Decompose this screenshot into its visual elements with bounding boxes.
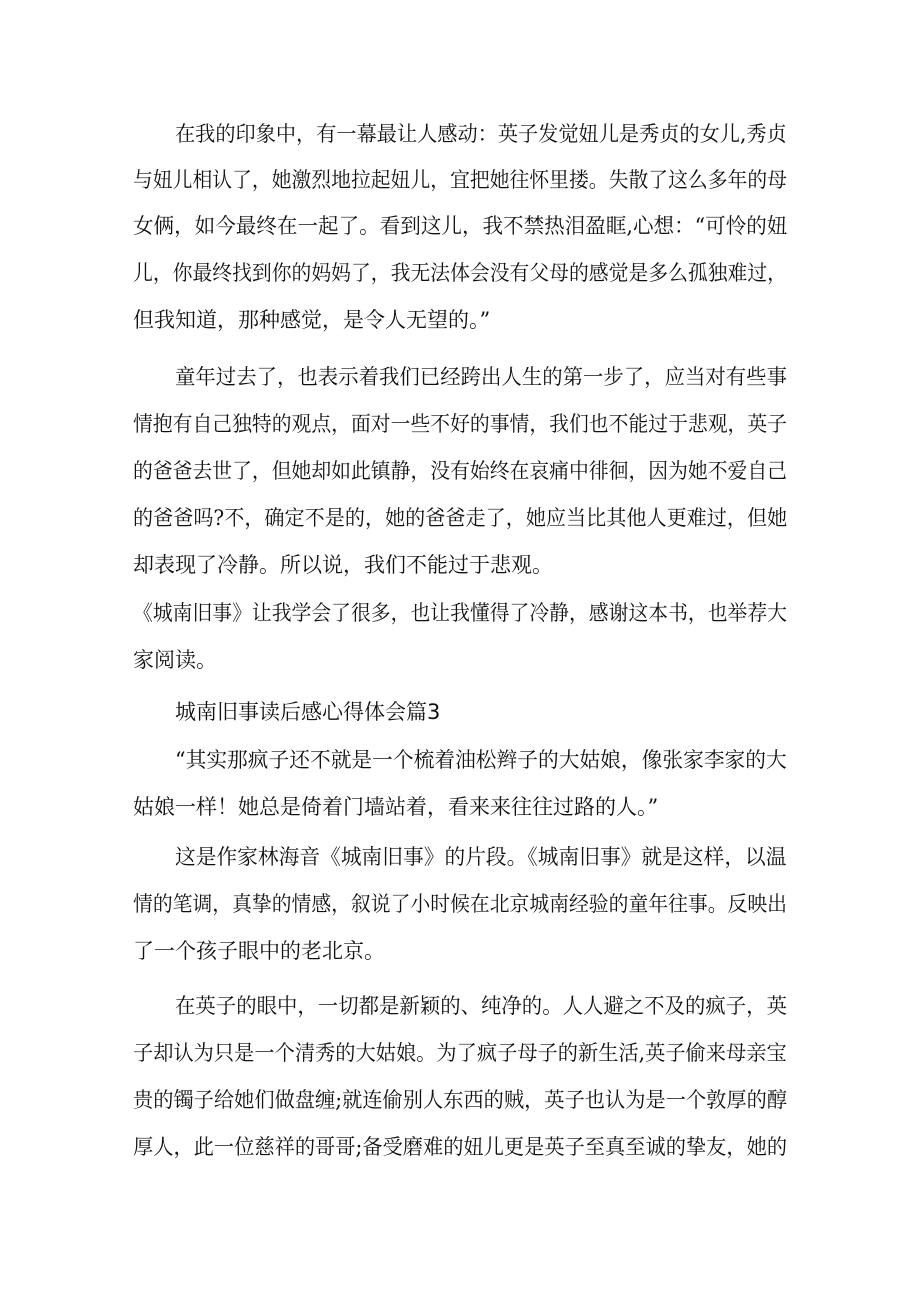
para5-line-3: 了一个孩子眼中的老北京。 — [133, 939, 385, 963]
para1-line-4: 儿，你最终找到你的妈妈了，我无法体会没有父母的感觉是多么孤独难过， — [133, 261, 787, 285]
section-title: 城南旧事读后感心得体会篇3 — [175, 700, 441, 724]
para1-line-5: 但我知道，那种感觉，是令人无望的。” — [133, 308, 491, 332]
para2-line-3: 的爸爸去世了，但她却如此镇静，没有始终在哀痛中徘徊，因为她不爱自己 — [133, 459, 787, 483]
para1-line-1: 在我的印象中，有一幕最让人感动：英子发觉妞儿是秀贞的女儿,秀贞 — [175, 122, 787, 146]
para6-line-1: 在英子的眼中，一切都是新颖的、纯净的。人人避之不及的疯子，英 — [175, 994, 787, 1018]
para2-line-2: 情抱有自己独特的观点，面对一些不好的事情，我们也不能过于悲观，英子 — [133, 412, 787, 436]
para6-line-3: 贵的镯子给她们做盘缠;就连偷别人东西的贼，英子也认为是一个敦厚的醇 — [133, 1088, 788, 1112]
para6-line-2: 子却认为只是一个清秀的大姑娘。为了疯子母子的新生活,英子偷来母亲宝 — [133, 1041, 787, 1065]
para2-line-1: 童年过去了，也表示着我们已经跨出人生的第一步了，应当对有些事 — [175, 365, 787, 389]
para3-line-2: 家阅读。 — [133, 648, 217, 672]
para2-line-4: 的爸爸吗?不，确定不是的，她的爸爸走了，她应当比其他人更难过，但她 — [133, 506, 788, 530]
para6-line-4: 厚人，此一位慈祥的哥哥;备受磨难的妞儿更是英子至真至诚的挚友，她的 — [133, 1135, 788, 1159]
para2-line-5: 却表现了冷静。所以说，我们不能过于悲观。 — [133, 553, 553, 577]
para5-line-1: 这是作家林海音《城南旧事》的片段。《城南旧事》就是这样，以温 — [175, 845, 787, 869]
para4-line-2: 姑娘一样！她总是倚着门墙站着，看来来往往过路的人。” — [133, 795, 659, 819]
para3-line-1: 《城南旧事》让我学会了很多，也让我懂得了冷静，感谢这本书，也举荐大 — [133, 601, 787, 625]
para1-line-2: 与妞儿相认了，她激烈地拉起妞儿，宜把她往怀里搂。失散了这么多年的母 — [133, 168, 787, 192]
para1-line-3: 女俩，如今最终在一起了。看到这儿，我不禁热泪盈眶,心想：“可怜的妞 — [133, 214, 788, 238]
para5-line-2: 情的笔调，真挚的情感，叙说了小时候在北京城南经验的童年往事。反映出 — [133, 892, 787, 916]
para4-line-1: “其实那疯子还不就是一个梳着油松辫子的大姑娘，像张家李家的大 — [175, 748, 787, 772]
